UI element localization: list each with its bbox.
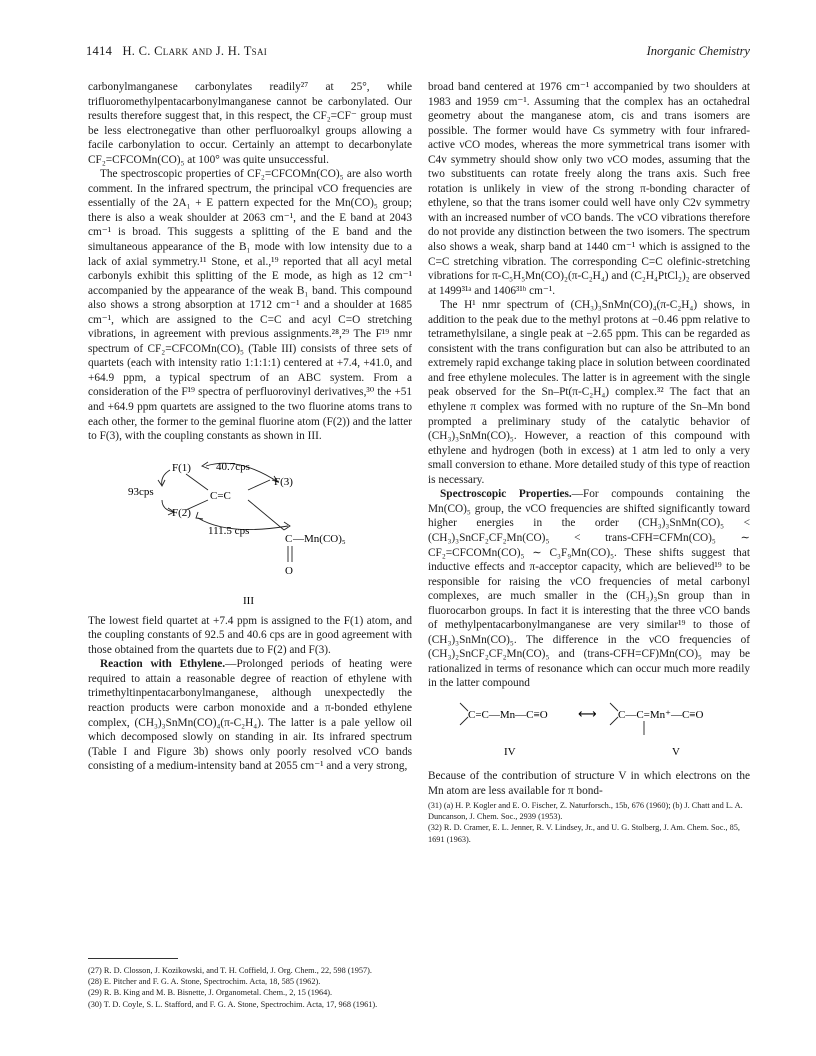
label-O: O bbox=[285, 564, 293, 577]
left-column bbox=[88, 80, 412, 774]
page-number-authors bbox=[86, 44, 267, 59]
label-J23: 111.5 cps bbox=[208, 524, 250, 537]
footnote-rule bbox=[88, 958, 178, 959]
label-F2: F(2) bbox=[172, 506, 191, 519]
paragraph: carbonylmanganese carbonylates readily²⁷ at 25°, while trifluoromethylpentacarbonylmanganese cannot be carbonylated. Our results therefore suggest that, in this respect, the CF₂=CF⁻ group must be less electronegative than other perfluoroalkyl groups allowing a facile carbonylation to occur. Certainly an attempt to decarbonylate CF₂=CFCOMn(CO)₅ at 100° was quite unsuccessful. bbox=[88, 81, 412, 166]
label-F1: F(1) bbox=[172, 461, 191, 474]
structure-III-diagram bbox=[88, 446, 412, 610]
label-Mn: —Mn(CO)₅ bbox=[293, 532, 346, 545]
page-number: 1414 bbox=[86, 44, 113, 58]
paragraph: The spectroscopic properties of CF₂=CFCOMn(CO)₅ are also worth comment. In the infrared spectrum, the principal νCO frequencies are essentially of the 2A₁ + E pattern expected for the Mn(CO)₅ group; there is also a weak shoulder at 2063 cm⁻¹, and the E band at 2043 cm⁻¹ is broad. This suggests a splitting of the E band and the simultaneous appearance of the B₁ mode with low intensity due to a lack of axial symmetry.¹¹ Stone, et al.,¹⁹ reported that all acyl metal carbonyls exhibit this splitting of the E mode, as high as 12 cm⁻¹ accompanied by the appearance of the weak B₁ band. This compound also shows a strong absorption at 1712 cm⁻¹ and a shoulder at 1685 cm⁻¹, which are assigned to the C=C and acyl C=O stretching vibrations, in agreement with previous assignments.²⁸,²⁹ The F¹⁹ nmr spectrum of CF₂=CFCOMn(CO)₅ (Table III) consists of three sets of quartets (each with intensity ratio 1:1:1:1) centered at +7.4, +41.0, and +64.9 ppm, a typical spectrum of an ABC system. From a consideration of the F¹⁹ spectra of perfluorovinyl derivatives,³⁰ the +51 and +64.9 ppm quartets are assigned to the two fluorine atoms trans to each other, the former to the geminal fluorine atom (F(2)) and the latter to F(3), with the coupling constants as shown in III. bbox=[88, 168, 412, 443]
label-J13: 40.7cps bbox=[216, 460, 250, 473]
footnote: (30) T. D. Coyle, S. L. Stafford, and F. G. A. Stone, Spectrochim. Acta, 17, 968 (1961). bbox=[88, 999, 378, 1009]
right-column bbox=[428, 80, 750, 845]
structure-III-svg bbox=[88, 446, 412, 610]
paragraph: The H¹ nmr spectrum of (CH₃)₃SnMn(CO)₄(π-C₂H₄) shows, in addition to the peak due to the methyl protons at −0.46 ppm relative to tetramethylsilane, a single peak at −2.65 ppm. This can be regarded as consistent with the trans configuration but can also be attributed to an extremely rapid exchange taking place in solution between coordinated and free ethylene molecules. The latter is in agreement with the single peak observed for the Sn–Pt(π-C₂H₄) complex.³² The fact that an ethylene π complex was formed with no rupture of the Sn–Mn bond prompted a preliminary study of the catalytic behavior of (CH₃)₃SnMn(CO)₅. However, a reaction of this compound with ethylene and hydrogen (both in excess) at 1 atm led to only a very small conversion to ethane. More detailed study of this type of reaction is necessary. bbox=[428, 299, 750, 486]
paragraph: The lowest field quartet at +7.4 ppm is assigned to the F(1) atom, and the coupling constants of 92.5 and 40.6 cps are in good agreement with those obtained from the quartets due to F(2) and F(3). bbox=[88, 614, 412, 656]
label-CC: C=C bbox=[210, 489, 231, 502]
paragraph: broad band centered at 1976 cm⁻¹ accompanied by two shoulders at 1983 and 1959 cm⁻¹. Assuming that the complex has an octahedral geometry about the manganese atom, cis and trans isomers are possible. The former would have Cs symmetry with four infrared-active νCO modes, whereas the more symmetrical trans isomer with C4v symmetry should show only two νCO modes, assuming that the two substituents can rotate freely along the trans axis. Such free rotation is unlikely in view of the strong π-bonding character of ethylene, so that the trans isomer could well have only C2v symmetry with an increased number of νCO bands. The νCO vibrations therefore do not provide any distinction between the two isomers. The spectrum also shows a weak, sharp band at 1440 cm⁻¹ which is assigned to the C=C stretching vibration. The corresponding C=C olefinic-stretching vibrations for π-C₅H₅Mn(CO)₂(π-C₂H₄) and (C₂H₄PtCl₂)₂ are observed at 1499³¹ᵃ and 1406³¹ᵇ cm⁻¹. bbox=[428, 81, 750, 297]
section-heading: Reaction with Ethylene. bbox=[100, 658, 226, 671]
structure-label-III: III bbox=[243, 594, 254, 607]
paragraph: Reaction with Ethylene.—Prolonged periods of heating were required to attain a reasonable degree of reaction of ethylene with trimethyltinpentacarbonylmanganese, although unexpectedly the reaction products were carbon monoxide and a π-bonded ethylene complex, (CH₃)₃SnMn(CO)₄(π-C₂H₄). The latter is a pale yellow oil which decomposed slowly on standing in air. Its infrared spectrum (Table I and Figure 3b) shows only poorly resolved νCO bands consisting of a medium-intensity band at 2055 cm⁻¹ and a very strong, bbox=[88, 658, 412, 773]
structure-label-V: V bbox=[672, 745, 680, 758]
resonance-arrow: ⟷ bbox=[578, 706, 597, 722]
label-F3: F(3) bbox=[274, 475, 293, 488]
section-heading: Spectroscopic Properties. bbox=[440, 488, 572, 501]
authors: H. C. Clark and J. H. Tsai bbox=[122, 44, 268, 58]
resonance-structures-IV-V bbox=[428, 693, 750, 765]
footnote: (32) R. D. Cramer, E. L. Jenner, R. V. Lindsey, Jr., and U. G. Stolberg, J. Am. Chem. Soc., 85, 1691 (1963). bbox=[428, 823, 740, 844]
footnote: (27) R. D. Closson, J. Kozikowski, and T. H. Coffield, J. Org. Chem., 22, 598 (1957). bbox=[88, 966, 373, 975]
footnote: (29) R. B. King and M. B. Bisnette, J. Organometal. Chem., 2, 15 (1964). bbox=[88, 988, 333, 998]
structure-label-IV: IV bbox=[504, 745, 516, 758]
journal-name: Inorganic Chemistry bbox=[646, 44, 750, 58]
structure-IV: C=C—Mn—C≡O bbox=[468, 708, 548, 721]
footnote: (31) (a) H. P. Kogler and E. O. Fischer, Z. Naturforsch., 15b, 676 (1960); (b) J. Chatt and L. A. Duncanson, J. Chem. Soc., 2939 (1953). bbox=[428, 801, 743, 822]
structure-V: C—C=Mn⁺—C≡O bbox=[618, 708, 704, 721]
footnote: (28) E. Pitcher and F. G. A. Stone, Spectrochim. Acta, 18, 585 (1962). bbox=[88, 977, 321, 987]
left-footnotes bbox=[88, 958, 412, 1010]
page-header bbox=[86, 44, 750, 60]
label-J12: 93cps bbox=[128, 485, 154, 498]
right-footnotes bbox=[428, 800, 750, 845]
paragraph: Spectroscopic Properties.—For compounds containing the Mn(CO)₅ group, the νCO frequencies are shifted significantly toward higher energies in the order (CH₃)₃SnMn(CO)₅ < (CH₃)₃SnCF₂CF₂Mn(CO)₅ < trans-CFH=CFMn(CO)₅ ∼ CF₂=CFCOMn(CO)₅ ∼ C₃F₉Mn(CO)₅. These shifts suggest that inductive effects and π-acceptor capacity, which are believed¹⁹ to be responsible for raising the νCO frequencies of metal carbonyl complexes, are much smaller in the (CH₃)₃Sn group than in fluorocarbon groups. In fact it is interesting that the three νCO bands of methylpentacarbonylmanganese are very similar¹⁹ to those of (CH₃)₃SnMn(CO)₅. The difference in the νCO frequencies of (CH₃)₂SnCF₂CF₂Mn(CO)₅ and (trans-CFH=CF)Mn(CO)₅ may be rationalized in terms of resonance which can occur much more readily in the latter compound bbox=[428, 488, 750, 690]
resonance-svg bbox=[428, 693, 750, 765]
paragraph: Because of the contribution of structure V in which electrons on the Mn atom are less available for π bond- bbox=[428, 769, 750, 797]
label-C: C bbox=[285, 532, 293, 545]
